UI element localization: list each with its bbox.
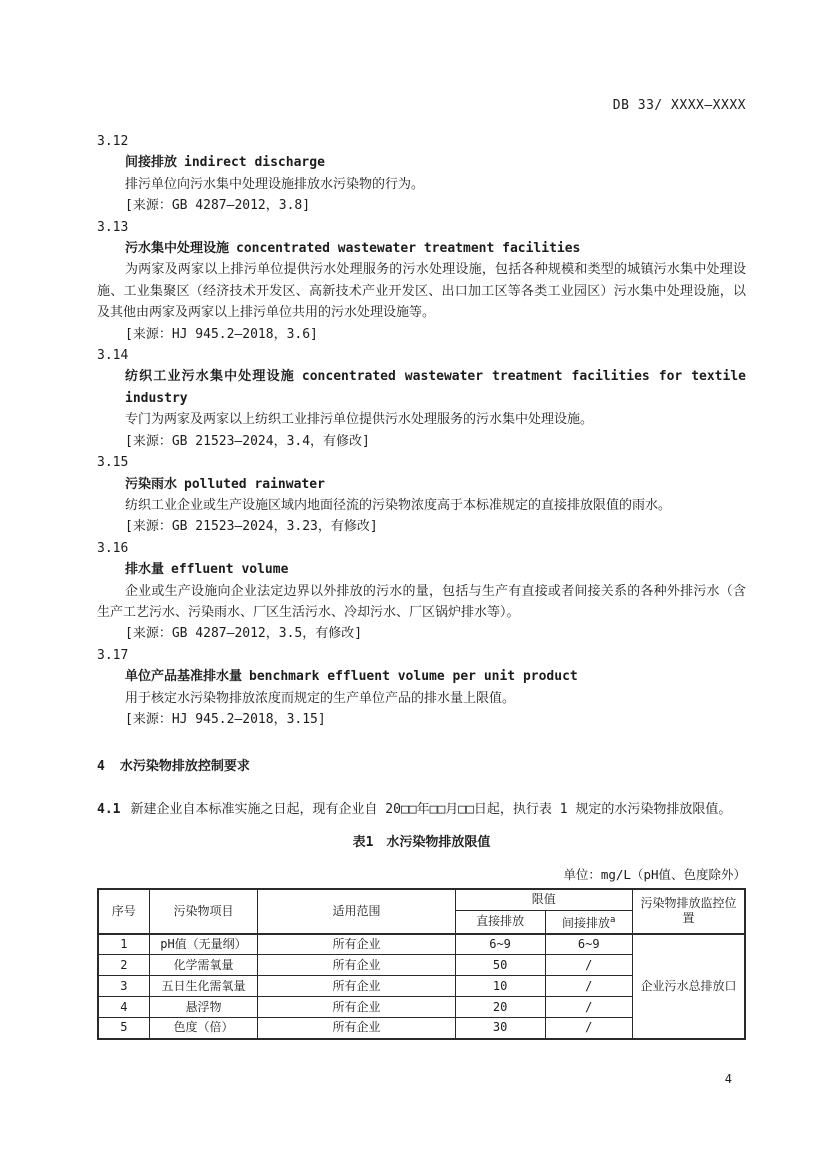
limits-table <box>97 888 746 1040</box>
col-header-monitor: 污染物排放监控位置 <box>632 889 745 934</box>
cell-monitor-location: 企业污水总排放口 <box>632 934 745 1039</box>
cell-indirect: 6~9 <box>545 934 632 955</box>
term-definition: 为两家及两家以上排污单位提供污水处理服务的污水处理设施，包括各种规模和类型的城镇污水集中处理设施、工业集聚区（经济技术开发区、高新技术产业开发区、出口加工区等各类工业园区）污水集中处理设施，以及其他由两家及两家以上排污单位共用的污水处理设施等。 <box>97 262 746 321</box>
clause-number: 3.15 <box>97 455 129 471</box>
cell-pollutant: pH值（无量纲） <box>149 934 258 955</box>
doc-code-header: DB 33/ XXXX—XXXX <box>612 98 746 113</box>
term-definition: 专门为两家及两家以上纺织工业排污单位提供污水处理服务的污水集中处理设施。 <box>124 412 593 428</box>
term-en: concentrated wastewater treatment facilities for textile industry <box>125 369 746 406</box>
col-header-limit: 限值 <box>455 889 632 910</box>
term-section-3-16 <box>97 538 746 645</box>
col-header-scope: 适用范围 <box>258 889 455 934</box>
term-en: indirect discharge <box>184 155 325 171</box>
term-title <box>125 559 746 580</box>
term-source: [来源：HJ 945.2—2018，3.15] <box>125 711 326 727</box>
clause-number: 3.14 <box>97 348 129 364</box>
term-title <box>125 366 746 409</box>
cell-direct: 50 <box>455 955 545 976</box>
unit-note: 单位：mg/L（pH值、色度除外） <box>563 866 746 882</box>
term-source: [来源：HJ 945.2—2018，3.6] <box>125 326 318 342</box>
page-number: 4 <box>724 1072 732 1086</box>
col-header-direct: 直接排放 <box>455 910 545 934</box>
term-en: benchmark effluent volume per unit product <box>249 669 578 685</box>
cell-seq: 4 <box>98 997 149 1018</box>
cell-seq: 3 <box>98 976 149 997</box>
term-source: [来源：GB 4287—2012，3.5，有修改] <box>125 626 363 642</box>
term-title <box>125 152 746 173</box>
term-zh: 间接排放 <box>125 155 178 171</box>
col-header-pollutant: 污染物项目 <box>149 889 258 934</box>
cell-pollutant: 化学需氧量 <box>149 955 258 976</box>
table-header-row-1 <box>98 889 745 910</box>
term-source: [来源：GB 21523—2024，3.4，有修改] <box>125 433 370 449</box>
clause-number: 3.12 <box>97 134 129 149</box>
section-title: 水污染物排放控制要求 <box>119 759 250 775</box>
cell-indirect: / <box>545 976 632 997</box>
cell-seq: 2 <box>98 955 149 976</box>
term-zh: 单位产品基准排水量 <box>125 669 243 685</box>
cell-indirect: / <box>545 1018 632 1039</box>
clause-paragraph <box>97 799 746 820</box>
cell-scope: 所有企业 <box>258 976 455 997</box>
term-source: [来源：GB 4287—2012，3.8] <box>125 198 311 214</box>
term-section-3-15 <box>97 452 746 538</box>
term-section-3-17 <box>97 645 746 731</box>
cell-indirect: / <box>545 997 632 1018</box>
page-content <box>97 131 746 1040</box>
clause-number: 4.1 <box>97 801 121 817</box>
cell-direct: 20 <box>455 997 545 1018</box>
cell-scope: 所有企业 <box>258 955 455 976</box>
table-row <box>98 934 745 955</box>
section-heading <box>97 756 746 777</box>
term-title <box>125 666 746 687</box>
cell-indirect: / <box>545 955 632 976</box>
term-section-3-13 <box>97 217 746 345</box>
term-zh: 污水集中处理设施 <box>125 241 230 257</box>
term-section-3-14 <box>97 345 746 452</box>
term-title <box>125 474 746 495</box>
clause-number: 3.16 <box>97 540 129 556</box>
cell-pollutant: 五日生化需氧量 <box>149 976 258 997</box>
cell-seq: 5 <box>98 1018 149 1039</box>
term-section-3-12 <box>97 131 746 217</box>
col-header-seq: 序号 <box>98 889 149 934</box>
cell-scope: 所有企业 <box>258 934 455 955</box>
term-definition: 纺织工业企业或生产设施区域内地面径流的污染物浓度高于本标准规定的直接排放限值的雨水。 <box>124 497 671 513</box>
term-definition: 排污单位向污水集中处理设施排放水污染物的行为。 <box>124 176 424 192</box>
table-caption: 表1 水污染物排放限值 <box>352 835 491 851</box>
cell-scope: 所有企业 <box>258 997 455 1018</box>
clause-number: 3.13 <box>97 219 129 235</box>
term-source: [来源：GB 21523—2024，3.23，有修改] <box>125 519 378 535</box>
term-zh: 纺织工业污水集中处理设施 <box>125 369 295 385</box>
footnote-marker: a <box>610 914 616 925</box>
col-header-indirect-label: 间接排放 <box>562 915 611 930</box>
term-zh: 排水量 <box>125 562 165 578</box>
term-definition: 用于核定水污染物排放浓度而规定的生产单位产品的排水量上限值。 <box>124 690 515 706</box>
clause-number: 3.17 <box>97 647 129 663</box>
term-definition: 企业或生产设施向企业法定边界以外排放的污水的量，包括与生产有直接或者间接关系的各种外排污水（含生产工艺污水、污染雨水、厂区生活污水、冷却污水、厂区锅炉排水等）。 <box>97 583 746 620</box>
cell-seq: 1 <box>98 934 149 955</box>
clause-text: 新建企业自本标准实施之日起，现有企业自 20□□年□□月□□日起，执行表 1 规定的水污染物排放限值。 <box>130 801 732 817</box>
cell-scope: 所有企业 <box>258 1018 455 1039</box>
section-number: 4 <box>97 759 105 775</box>
col-header-indirect <box>545 910 632 934</box>
cell-direct: 10 <box>455 976 545 997</box>
cell-direct: 30 <box>455 1018 545 1039</box>
cell-direct: 6~9 <box>455 934 545 955</box>
term-en: concentrated wastewater treatment facilities <box>236 241 581 257</box>
term-en: effluent volume <box>171 562 289 578</box>
term-title <box>125 238 746 259</box>
term-zh: 污染雨水 <box>125 476 178 492</box>
cell-pollutant: 色度（倍） <box>149 1018 258 1039</box>
cell-pollutant: 悬浮物 <box>149 997 258 1018</box>
term-en: polluted rainwater <box>184 476 325 492</box>
